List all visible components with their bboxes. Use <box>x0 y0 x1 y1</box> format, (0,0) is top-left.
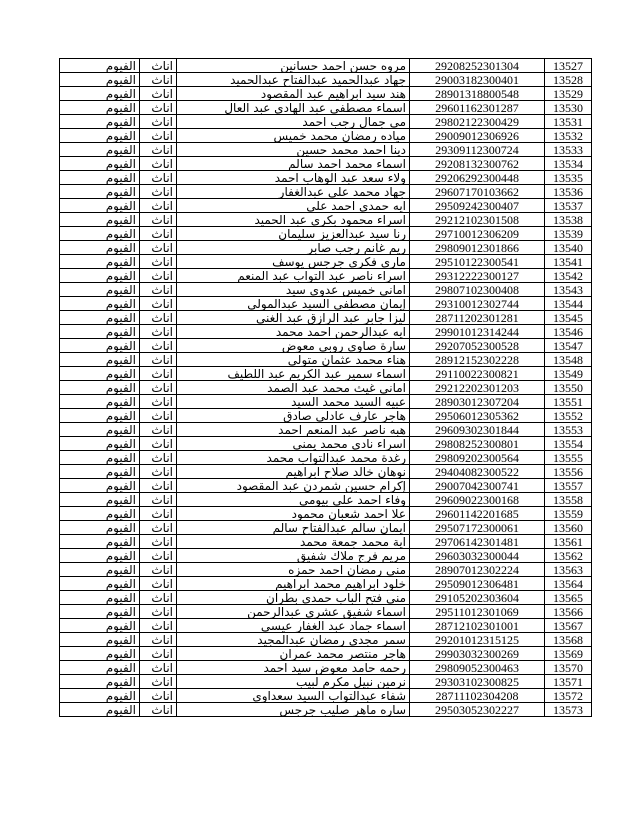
serial-number-cell: 13531 <box>545 115 592 129</box>
serial-number-cell: 13552 <box>545 409 592 423</box>
gender-cell: اناث <box>140 353 177 367</box>
gender-cell: اناث <box>140 563 177 577</box>
gender-cell: اناث <box>140 367 177 381</box>
serial-number-cell: 13542 <box>545 269 592 283</box>
national-id-cell: 29802122300429 <box>410 115 545 129</box>
serial-number-cell: 13543 <box>545 283 592 297</box>
table-row <box>60 675 592 689</box>
governorate-cell: الفيوم <box>60 395 140 409</box>
name-cell: اماني خميس عدوى سيد <box>177 283 410 297</box>
name-cell: هاجر منتصر محمد عمران <box>177 647 410 661</box>
table-row <box>60 227 592 241</box>
governorate-cell: الفيوم <box>60 297 140 311</box>
table-row <box>60 577 592 591</box>
governorate-cell: الفيوم <box>60 199 140 213</box>
governorate-cell: الفيوم <box>60 59 140 73</box>
gender-cell: اناث <box>140 297 177 311</box>
serial-number-cell: 13568 <box>545 633 592 647</box>
gender-cell: اناث <box>140 87 177 101</box>
national-id-cell: 29509242300407 <box>410 199 545 213</box>
governorate-cell: الفيوم <box>60 227 140 241</box>
gender-cell: اناث <box>140 465 177 479</box>
serial-number-cell: 13560 <box>545 521 592 535</box>
gender-cell: اناث <box>140 703 177 717</box>
table-row <box>60 269 592 283</box>
national-id-cell: 29303102300825 <box>410 675 545 689</box>
national-id-cell: 29808252300801 <box>410 437 545 451</box>
table-row <box>60 591 592 605</box>
name-cell: اسراء ناصر عبد التواب عبد المنعم <box>177 269 410 283</box>
serial-number-cell: 13528 <box>545 73 592 87</box>
national-id-cell: 29506012305362 <box>410 409 545 423</box>
gender-cell: اناث <box>140 73 177 87</box>
serial-number-cell: 13565 <box>545 591 592 605</box>
gender-cell: اناث <box>140 437 177 451</box>
serial-number-cell: 13545 <box>545 311 592 325</box>
national-id-cell: 29212202301203 <box>410 381 545 395</box>
table-row <box>60 115 592 129</box>
table-row <box>60 535 592 549</box>
gender-cell: اناث <box>140 157 177 171</box>
national-id-cell: 28912152302228 <box>410 353 545 367</box>
governorate-cell: الفيوم <box>60 661 140 675</box>
name-cell: منى فتح الباب حمدى بطران <box>177 591 410 605</box>
national-id-cell: 29507172300061 <box>410 521 545 535</box>
table-row <box>60 395 592 409</box>
name-cell: وفاء احمد علي بيومي <box>177 493 410 507</box>
gender-cell: اناث <box>140 269 177 283</box>
national-id-cell: 29809012301866 <box>410 241 545 255</box>
national-id-cell: 29312222300127 <box>410 269 545 283</box>
table-row <box>60 171 592 185</box>
gender-cell: اناث <box>140 507 177 521</box>
name-cell: ليزا جابر عبد الرازق عبد الغني <box>177 311 410 325</box>
name-cell: هاجر عارف عادلي صادق <box>177 409 410 423</box>
table-row <box>60 633 592 647</box>
name-cell: اسراء محمود بكرى عبد الحميد <box>177 213 410 227</box>
serial-number-cell: 13540 <box>545 241 592 255</box>
gender-cell: اناث <box>140 213 177 227</box>
governorate-cell: الفيوم <box>60 353 140 367</box>
serial-number-cell: 13566 <box>545 605 592 619</box>
name-cell: اسماء شفيق عشري عبدالرحمن <box>177 605 410 619</box>
serial-number-cell: 13564 <box>545 577 592 591</box>
national-id-cell: 29807102300408 <box>410 283 545 297</box>
governorate-cell: الفيوم <box>60 101 140 115</box>
name-cell: اسماء جماد عبد الغفار عيسى <box>177 619 410 633</box>
table-row <box>60 451 592 465</box>
table-row <box>60 283 592 297</box>
table-row <box>60 661 592 675</box>
gender-cell: اناث <box>140 493 177 507</box>
table-row <box>60 703 592 717</box>
table-row <box>60 297 592 311</box>
name-cell: اسماء مصطفى عبد الهادي عبد العال <box>177 101 410 115</box>
national-id-cell: 29601162301287 <box>410 101 545 115</box>
serial-number-cell: 13573 <box>545 703 592 717</box>
serial-number-cell: 13557 <box>545 479 592 493</box>
gender-cell: اناث <box>140 129 177 143</box>
gender-cell: اناث <box>140 325 177 339</box>
governorate-cell: الفيوم <box>60 185 140 199</box>
gender-cell: اناث <box>140 311 177 325</box>
governorate-cell: الفيوم <box>60 493 140 507</box>
governorate-cell: الفيوم <box>60 647 140 661</box>
governorate-cell: الفيوم <box>60 409 140 423</box>
name-cell: ريم غانم رجب صابر <box>177 241 410 255</box>
national-id-cell: 29310012302744 <box>410 297 545 311</box>
table-row <box>60 185 592 199</box>
table-row <box>60 367 592 381</box>
name-cell: خلود ابراهيم محمد ابراهيم <box>177 577 410 591</box>
governorate-cell: الفيوم <box>60 451 140 465</box>
name-cell: شفاء عبدالتواب السيد سعداوى <box>177 689 410 703</box>
governorate-cell: الفيوم <box>60 171 140 185</box>
serial-number-cell: 13559 <box>545 507 592 521</box>
national-id-cell: 29007042300741 <box>410 479 545 493</box>
name-cell: رحمه حامد معوض سيد احمد <box>177 661 410 675</box>
gender-cell: اناث <box>140 339 177 353</box>
name-cell: منى رمضان احمد حمزه <box>177 563 410 577</box>
table-row <box>60 241 592 255</box>
gender-cell: اناث <box>140 423 177 437</box>
national-id-cell: 29601142201685 <box>410 507 545 521</box>
table-row <box>60 213 592 227</box>
gender-cell: اناث <box>140 101 177 115</box>
national-id-cell: 29208252301304 <box>410 59 545 73</box>
serial-number-cell: 13553 <box>545 423 592 437</box>
serial-number-cell: 13550 <box>545 381 592 395</box>
table-row <box>60 437 592 451</box>
national-id-cell: 29009012306926 <box>410 129 545 143</box>
table-row <box>60 465 592 479</box>
gender-cell: اناث <box>140 409 177 423</box>
serial-number-cell: 13535 <box>545 171 592 185</box>
serial-number-cell: 13569 <box>545 647 592 661</box>
governorate-cell: الفيوم <box>60 591 140 605</box>
serial-number-cell: 13570 <box>545 661 592 675</box>
name-cell: اسماء محمد احمد سالم <box>177 157 410 171</box>
gender-cell: اناث <box>140 283 177 297</box>
national-id-cell: 28907012302224 <box>410 563 545 577</box>
governorate-cell: الفيوم <box>60 479 140 493</box>
name-cell: مياده رمضان محمد خميس <box>177 129 410 143</box>
gender-cell: اناث <box>140 661 177 675</box>
gender-cell: اناث <box>140 577 177 591</box>
governorate-cell: الفيوم <box>60 549 140 563</box>
gender-cell: اناث <box>140 675 177 689</box>
gender-cell: اناث <box>140 605 177 619</box>
gender-cell: اناث <box>140 115 177 129</box>
gender-cell: اناث <box>140 479 177 493</box>
table-row <box>60 549 592 563</box>
name-cell: ساره ماهر صليب جرجس <box>177 703 410 717</box>
table-row <box>60 493 592 507</box>
national-id-cell: 29003182300401 <box>410 73 545 87</box>
table-row <box>60 101 592 115</box>
governorate-cell: الفيوم <box>60 311 140 325</box>
name-cell: علا احمد شعبان محمود <box>177 507 410 521</box>
national-id-cell: 28711102304208 <box>410 689 545 703</box>
name-cell: هبه ناصر عبد المنعم احمد <box>177 423 410 437</box>
national-id-cell: 29903032300269 <box>410 647 545 661</box>
governorate-cell: الفيوم <box>60 689 140 703</box>
name-cell: عبيه السيد محمد السيد <box>177 395 410 409</box>
national-id-cell: 29208132300762 <box>410 157 545 171</box>
national-id-cell: 29710012306209 <box>410 227 545 241</box>
table-row <box>60 199 592 213</box>
name-cell: دينا احمد محمد حسين <box>177 143 410 157</box>
governorate-cell: الفيوم <box>60 521 140 535</box>
serial-number-cell: 13558 <box>545 493 592 507</box>
serial-number-cell: 13549 <box>545 367 592 381</box>
governorate-cell: الفيوم <box>60 465 140 479</box>
governorate-cell: الفيوم <box>60 563 140 577</box>
national-id-cell: 29603032300044 <box>410 549 545 563</box>
gender-cell: اناث <box>140 521 177 535</box>
gender-cell: اناث <box>140 171 177 185</box>
name-cell: نرمين نبيل مكرم لبيب <box>177 675 410 689</box>
name-cell: سارة صاوى روبى معوض <box>177 339 410 353</box>
national-id-cell: 28712102301001 <box>410 619 545 633</box>
gender-cell: اناث <box>140 143 177 157</box>
national-id-cell: 29706142301481 <box>410 535 545 549</box>
table-row <box>60 59 592 73</box>
gender-cell: اناث <box>140 647 177 661</box>
governorate-cell: الفيوم <box>60 143 140 157</box>
serial-number-cell: 13555 <box>545 451 592 465</box>
serial-number-cell: 13530 <box>545 101 592 115</box>
national-id-cell: 29809052300463 <box>410 661 545 675</box>
gender-cell: اناث <box>140 255 177 269</box>
table-row <box>60 563 592 577</box>
serial-number-cell: 13529 <box>545 87 592 101</box>
gender-cell: اناث <box>140 549 177 563</box>
serial-number-cell: 13571 <box>545 675 592 689</box>
table-row <box>60 479 592 493</box>
table-row <box>60 311 592 325</box>
national-id-cell: 29809202300564 <box>410 451 545 465</box>
governorate-cell: الفيوم <box>60 423 140 437</box>
governorate-cell: الفيوم <box>60 283 140 297</box>
gender-cell: اناث <box>140 689 177 703</box>
national-id-cell: 29509012306481 <box>410 577 545 591</box>
national-id-cell: 29207052300528 <box>410 339 545 353</box>
table-row <box>60 255 592 269</box>
gender-cell: اناث <box>140 199 177 213</box>
national-id-cell: 29212102301508 <box>410 213 545 227</box>
national-id-cell: 29609022300168 <box>410 493 545 507</box>
serial-number-cell: 13544 <box>545 297 592 311</box>
governorate-cell: الفيوم <box>60 73 140 87</box>
table-row <box>60 521 592 535</box>
name-cell: مارى فكرى جرجس يوسف <box>177 255 410 269</box>
gender-cell: اناث <box>140 591 177 605</box>
table-row <box>60 325 592 339</box>
name-cell: نوهان خالد صلاح ابراهيم <box>177 465 410 479</box>
national-id-cell: 29110022300821 <box>410 367 545 381</box>
name-cell: سمر مجدي رمضان عبدالمجيد <box>177 633 410 647</box>
national-id-cell: 29309112300724 <box>410 143 545 157</box>
national-id-cell: 28711202301281 <box>410 311 545 325</box>
serial-number-cell: 13539 <box>545 227 592 241</box>
serial-number-cell: 13572 <box>545 689 592 703</box>
table-row <box>60 143 592 157</box>
governorate-cell: الفيوم <box>60 269 140 283</box>
national-id-cell: 29206292300448 <box>410 171 545 185</box>
name-cell: ايمان سالم عبدالفتاح سالم <box>177 521 410 535</box>
national-id-cell: 29105202303604 <box>410 591 545 605</box>
table-row <box>60 507 592 521</box>
governorate-cell: الفيوم <box>60 129 140 143</box>
serial-number-cell: 13556 <box>545 465 592 479</box>
national-id-cell: 29510122300541 <box>410 255 545 269</box>
name-cell: رنا سيد عبدالعزيز سليمان <box>177 227 410 241</box>
serial-number-cell: 13554 <box>545 437 592 451</box>
gender-cell: اناث <box>140 633 177 647</box>
serial-number-cell: 13546 <box>545 325 592 339</box>
serial-number-cell: 13548 <box>545 353 592 367</box>
serial-number-cell: 13567 <box>545 619 592 633</box>
national-id-cell: 29201012315125 <box>410 633 545 647</box>
governorate-cell: الفيوم <box>60 241 140 255</box>
table-row <box>60 409 592 423</box>
name-cell: مروه حسن احمد حسانين <box>177 59 410 73</box>
name-cell: مي جمال رجب احمد <box>177 115 410 129</box>
serial-number-cell: 13534 <box>545 157 592 171</box>
governorate-cell: الفيوم <box>60 367 140 381</box>
table-row <box>60 339 592 353</box>
governorate-cell: الفيوم <box>60 605 140 619</box>
serial-number-cell: 13562 <box>545 549 592 563</box>
governorate-cell: الفيوم <box>60 535 140 549</box>
serial-number-cell: 13532 <box>545 129 592 143</box>
roster-table-body <box>60 59 592 717</box>
governorate-cell: الفيوم <box>60 255 140 269</box>
table-row <box>60 381 592 395</box>
serial-number-cell: 13547 <box>545 339 592 353</box>
governorate-cell: الفيوم <box>60 381 140 395</box>
table-row <box>60 423 592 437</box>
national-id-cell: 29511012301069 <box>410 605 545 619</box>
governorate-cell: الفيوم <box>60 507 140 521</box>
governorate-cell: الفيوم <box>60 157 140 171</box>
name-cell: إيمان مصطفى السيد عبدالمولى <box>177 297 410 311</box>
serial-number-cell: 13563 <box>545 563 592 577</box>
gender-cell: اناث <box>140 59 177 73</box>
gender-cell: اناث <box>140 227 177 241</box>
national-id-cell: 28903012307204 <box>410 395 545 409</box>
governorate-cell: الفيوم <box>60 633 140 647</box>
gender-cell: اناث <box>140 241 177 255</box>
governorate-cell: الفيوم <box>60 675 140 689</box>
serial-number-cell: 13538 <box>545 213 592 227</box>
name-cell: إكرام حسين شمردن عبد المقصود <box>177 479 410 493</box>
gender-cell: اناث <box>140 619 177 633</box>
roster-table <box>59 58 592 717</box>
table-row <box>60 619 592 633</box>
governorate-cell: الفيوم <box>60 577 140 591</box>
name-cell: اماني غيث محمد عبد الصمد <box>177 381 410 395</box>
national-id-cell: 29901012314244 <box>410 325 545 339</box>
table-row <box>60 605 592 619</box>
serial-number-cell: 13551 <box>545 395 592 409</box>
table-row <box>60 647 592 661</box>
serial-number-cell: 13541 <box>545 255 592 269</box>
name-cell: اسراء نادي محمد يمنى <box>177 437 410 451</box>
governorate-cell: الفيوم <box>60 115 140 129</box>
serial-number-cell: 13537 <box>545 199 592 213</box>
national-id-cell: 28901318800548 <box>410 87 545 101</box>
serial-number-cell: 13536 <box>545 185 592 199</box>
national-id-cell: 29503052302227 <box>410 703 545 717</box>
governorate-cell: الفيوم <box>60 437 140 451</box>
governorate-cell: الفيوم <box>60 339 140 353</box>
governorate-cell: الفيوم <box>60 703 140 717</box>
gender-cell: اناث <box>140 451 177 465</box>
gender-cell: اناث <box>140 535 177 549</box>
table-row <box>60 129 592 143</box>
serial-number-cell: 13533 <box>545 143 592 157</box>
national-id-cell: 29607170103662 <box>410 185 545 199</box>
table-row <box>60 87 592 101</box>
gender-cell: اناث <box>140 395 177 409</box>
table-row <box>60 73 592 87</box>
serial-number-cell: 13527 <box>545 59 592 73</box>
name-cell: هناء محمد عثمان متولي <box>177 353 410 367</box>
serial-number-cell: 13561 <box>545 535 592 549</box>
name-cell: جهاد محمد علي عبدالغفار <box>177 185 410 199</box>
gender-cell: اناث <box>140 185 177 199</box>
table-row <box>60 157 592 171</box>
governorate-cell: الفيوم <box>60 213 140 227</box>
name-cell: اسماء سمير عبد الكريم عبد اللطيف <box>177 367 410 381</box>
name-cell: ايه عبدالرحمن احمد محمد <box>177 325 410 339</box>
governorate-cell: الفيوم <box>60 87 140 101</box>
name-cell: اية محمد جمعة محمد <box>177 535 410 549</box>
governorate-cell: الفيوم <box>60 325 140 339</box>
table-row <box>60 689 592 703</box>
name-cell: ايه حمدي احمد علي <box>177 199 410 213</box>
name-cell: رغدة محمد عبدالتواب محمد <box>177 451 410 465</box>
gender-cell: اناث <box>140 381 177 395</box>
name-cell: ولاء سعد عبد الوهاب احمد <box>177 171 410 185</box>
name-cell: مريم فرج ملاك شفيق <box>177 549 410 563</box>
name-cell: هند سيد ابراهيم عبد المقصود <box>177 87 410 101</box>
table-row <box>60 353 592 367</box>
governorate-cell: الفيوم <box>60 619 140 633</box>
national-id-cell: 29404082300522 <box>410 465 545 479</box>
name-cell: جهاد عبدالحميد عبدالفتاح عبدالحميد <box>177 73 410 87</box>
national-id-cell: 29609302301844 <box>410 423 545 437</box>
